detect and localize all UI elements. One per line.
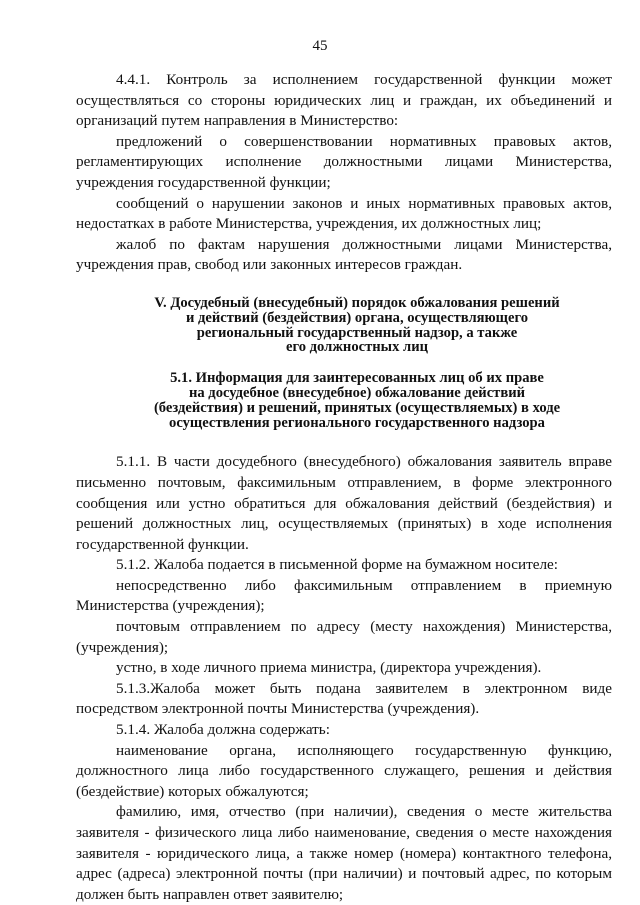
paragraph-postal: почтовым отправлением по адресу (месту нахождения) Министерства, (учреждения);: [76, 618, 612, 656]
paragraph-4-4-1: 4.4.1. Контроль за исполнением государственной функции может осуществляться со стороны юридических лиц и граждан, их объединений и организаций путем направления в Министерство:: [76, 71, 612, 130]
section-v-heading: [76, 296, 612, 355]
paragraph-organ-name: наименование органа, исполняющего государственную функцию, должностного лица либо государственного служащего, решения и действия (бездействие) которых обжалуются;: [76, 741, 612, 800]
section-5-1-heading-line2: на досудебное (внесудебное) обжалование действий: [188, 384, 526, 401]
section-5-1-heading-line3: (бездействия) и решений, принятых (осуществляемых) в ходе: [153, 399, 561, 416]
paragraph-5-1-2: 5.1.2. Жалоба подается в письменной форме на бумажном носителе:: [116, 556, 558, 574]
page-number: 45: [312, 38, 328, 54]
section-5-1-heading-line1: 5.1. Информация для заинтересованных лиц об их праве: [170, 370, 544, 387]
section-v-heading-line2: и действий (бездействия) органа, осуществляющего: [185, 309, 529, 326]
paragraph-direct-fax: непосредственно либо факсимильным отправлением в приемную Министерства (учреждения);: [76, 576, 612, 615]
section-v-heading-line1: V. Досудебный (внесудебный) порядок обжалования решений: [154, 294, 560, 311]
paragraph-5-1-4: 5.1.4. Жалоба должна содержать:: [116, 721, 330, 739]
paragraph-complaints: жалоб по фактам нарушения должностными лицами Министерства, учреждения прав, свобод или законных интересов граждан.: [76, 235, 612, 274]
section-v-heading-line4: его должностных лиц: [285, 339, 429, 356]
paragraph-reports: сообщений о нарушении законов и иных нормативных правовых актов, недостатках в работе Министерства, учреждения, их должностных лиц;: [76, 194, 612, 233]
section-5-1-heading: [76, 371, 612, 430]
paragraph-5-1-1: 5.1.1. В части досудебного (внесудебного) обжалования заявитель вправе письменно почтовым, факсимильным отправлением, в форме электронного сообщения или устно обратиться для обжалования действий (бездействия) и решений должностных лиц, осуществляемых (принятых) в ходе исполнения государственной функции.: [76, 453, 612, 553]
paragraph-applicant-info: фамилию, имя, отчество (при наличии), сведения о месте жительства заявителя - физического лица либо наименование, сведения о месте нахождения заявителя - юридического лица, а также номер (номера) контактного телефона, адрес (адреса) электронной почты (при наличии) и почтовый адрес, по которым должен быть направлен ответ заявителю;: [76, 803, 612, 903]
section-v-heading-line3: региональный государственный надзор, а также: [196, 324, 518, 341]
document-body: [76, 70, 612, 905]
paragraph-oral: устно, в ходе личного приема министра, (директора учреждения).: [116, 659, 542, 677]
paragraph-proposals: предложений о совершенствовании нормативных правовых актов, регламентирующих исполнение должностными лицами Министерства, учреждения государственной функции;: [76, 132, 612, 191]
paragraph-5-1-3: 5.1.3.Жалоба может быть подана заявителем в электронном виде посредством электронной почты Министерства (учреждения).: [76, 679, 612, 718]
section-5-1-heading-line4: осуществления регионального государственного надзора: [169, 414, 545, 431]
